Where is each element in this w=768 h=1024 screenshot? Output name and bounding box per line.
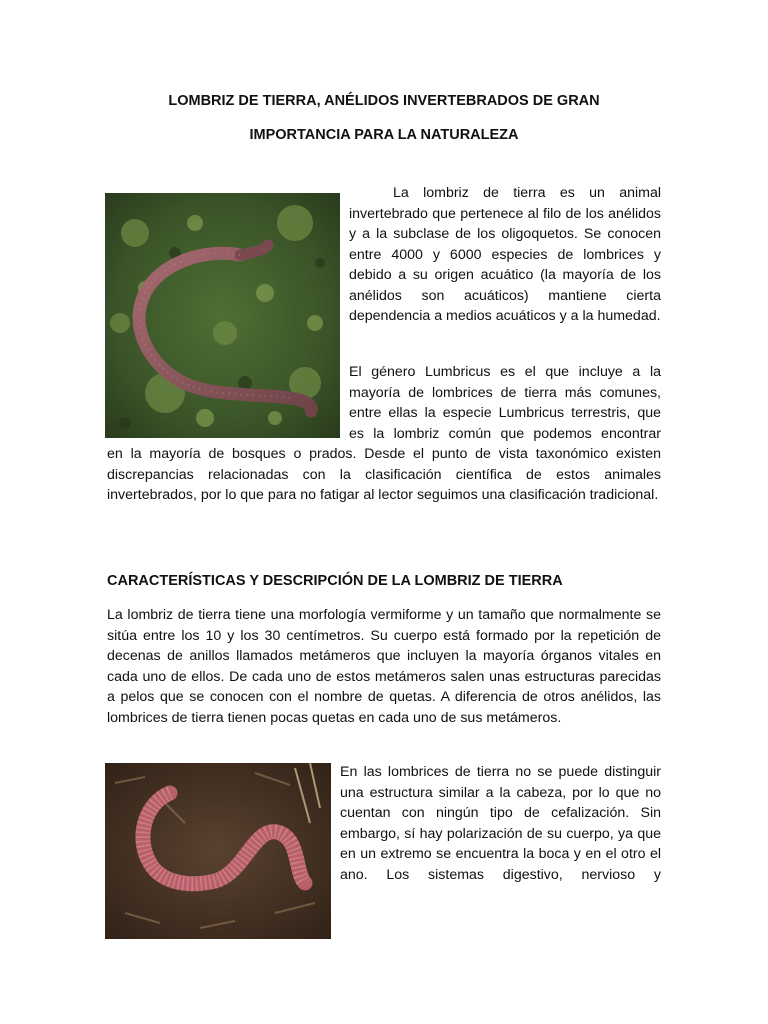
earthworm-on-moss-photo [105, 193, 340, 438]
section-heading: CARACTERÍSTICAS Y DESCRIPCIÓN DE LA LOMBRIZ DE TIERRA [107, 573, 563, 589]
intro-paragraph-2-beside-photo: El género Lumbricus es el que incluye a la mayoría de lombrices de tierra más comunes, entre ellas la especie Lumbricus terrestris, que es la lombriz común que podemos encontrar [349, 364, 661, 442]
intro-paragraph-1: La lombriz de tierra es un animal invertebrado que pertenece al filo de los anélidos y a la subclase de los oligoquetos. Se conocen entre 4000 y 6000 especies de lombrices y debido a su origen acuático (la mayoría de los anélidos son acuáticos) mantiene cierta dependencia a medios acuáticos y a la humedad. [349, 185, 661, 324]
intro-paragraph-2-below-photo: en la mayoría de bosques o prados. Desde el punto de vista taxonómico existen discrepancias relacionadas con la clasificación científica de estos animales invertebrados, por lo que para no fatigar al lector seguimos una clasificación tradicional. [107, 446, 661, 503]
description-paragraph-1: La lombriz de tierra tiene una morfología vermiforme y un tamaño que normalmente se sitúa entre los 10 y los 30 centímetros. Su cuerpo está formado por la repetición de decenas de anillos llamados metámeros que incluyen la mayoría órganos vitales en cada uno de ellos. De cada uno de estos metámeros salen unas estructuras parecidas a pelos que se conocen con el nombre de quetas. A diferencia de otros anélidos, las lombrices de tierra tienen pocas quetas en cada uno de sus metámeros. [107, 607, 661, 726]
document-title-line2: IMPORTANCIA PARA LA NATURALEZA [249, 127, 519, 143]
description-paragraph-2: En las lombrices de tierra no se puede distinguir una estructura similar a la cabeza, por lo que no cuentan con ningún tipo de cefalización. Sin embargo, sí hay polarización de su cuerpo, ya que en un extremo se encuentra la boca y en el otro el ano. Los sistemas digestivo, nervioso y [340, 764, 661, 883]
earthworm-on-soil-photo [105, 763, 331, 939]
document-title-line1: LOMBRIZ DE TIERRA, ANÉLIDOS INVERTEBRADOS DE GRAN [168, 93, 600, 109]
